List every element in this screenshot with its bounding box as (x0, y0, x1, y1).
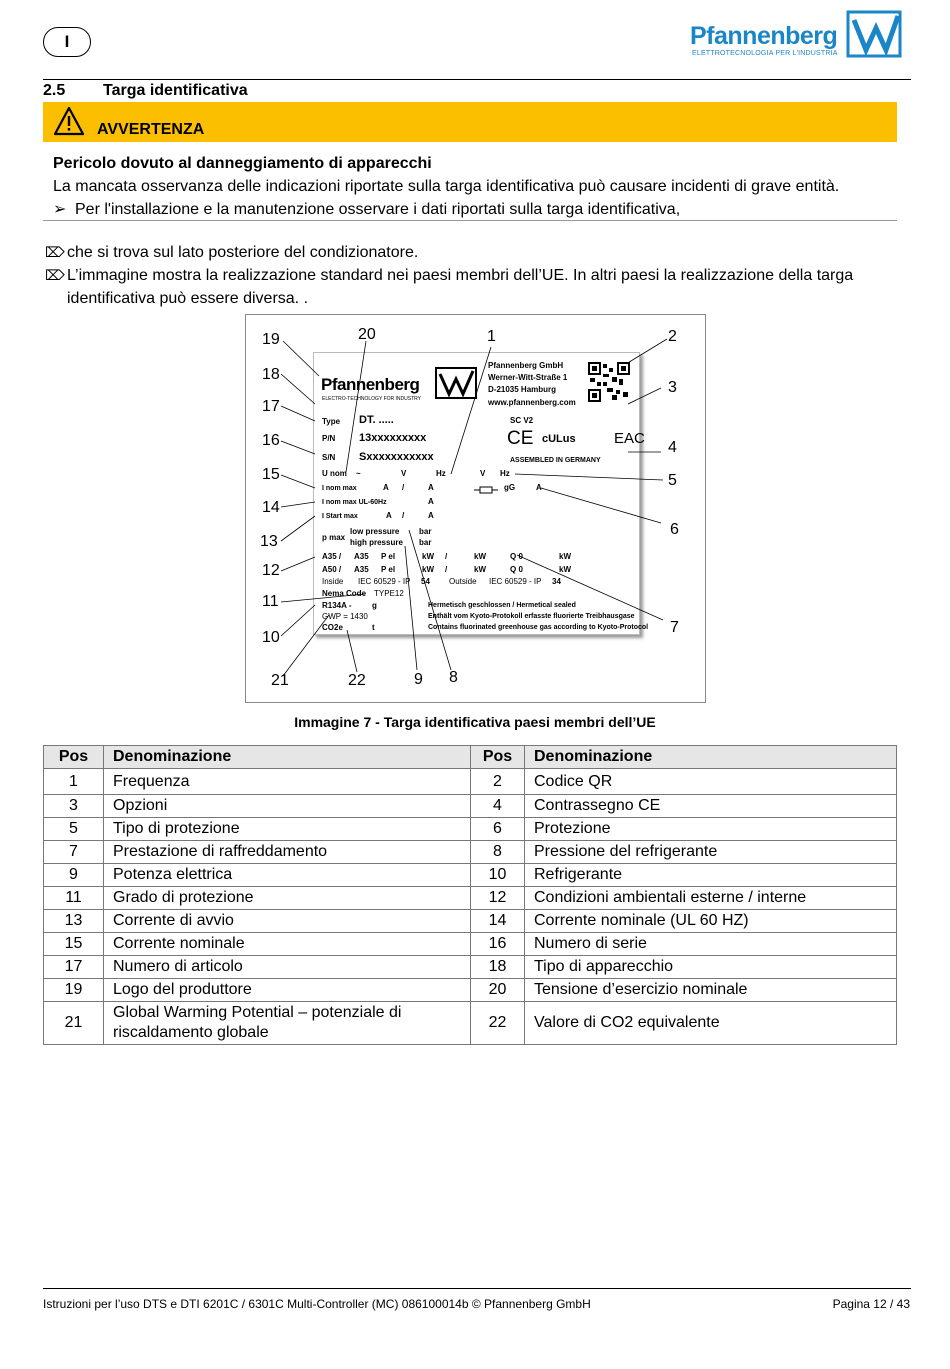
callout-12: 12 (262, 562, 280, 579)
header-rule (43, 79, 911, 80)
fuse-icon (474, 486, 498, 494)
plate-nema-value: TYPE12 (374, 589, 404, 598)
warning-label: AVVERTENZA (97, 121, 205, 138)
table-cell-name: Refrigerante (525, 864, 897, 887)
table-cell-pos: 16 (471, 933, 525, 956)
table-row (44, 795, 897, 818)
callout-16: 16 (262, 432, 280, 449)
plate-a35-q0: Q 0 (510, 552, 523, 561)
plate-a50-inner: A35 (354, 565, 369, 574)
callout-2: 2 (668, 328, 677, 345)
plate-inside-ip: 54 (421, 577, 430, 586)
table-row (44, 887, 897, 910)
callout-5: 5 (668, 472, 677, 489)
table-row (44, 769, 897, 795)
plate-high-pressure: high pressure (350, 538, 403, 547)
pfannenberg-logo (690, 8, 910, 60)
plate-inside-label: Inside (322, 577, 344, 586)
table-cell-name: Protezione (525, 818, 897, 841)
plate-logo-icon (435, 367, 477, 399)
table-cell-pos: 15 (44, 933, 104, 956)
logo-subtitle: ELETTROTECNOLOGIA PER L'INDUSTRIA (692, 50, 838, 57)
plate-inom-a2: A (428, 483, 434, 492)
table-cell-name: Corrente di avvio (104, 910, 471, 933)
plate-low-bar: bar (419, 527, 432, 536)
table-cell-name: Numero di articolo (104, 956, 471, 979)
qr-code-icon (588, 362, 630, 402)
plate-u-v1: V (401, 469, 407, 478)
plate-iul-a: A (428, 497, 434, 506)
logo-name: Pfannenberg (690, 22, 838, 50)
warning-body (53, 152, 903, 221)
table-row (44, 818, 897, 841)
pointer-icon: ⌦ (45, 267, 65, 283)
table-cell-pos: 8 (471, 841, 525, 864)
callout-20: 20 (358, 326, 376, 343)
plate-u-hz2: Hz (500, 469, 510, 478)
plate-kyoto-en: Contains fluorinated greenhouse gas according to Kyoto-Protocol (428, 624, 649, 631)
warning-title: Pericolo dovuto al danneggiamento di apparecchi (53, 155, 432, 172)
callout-21: 21 (271, 672, 289, 689)
plate-istart-a1: A (386, 511, 392, 520)
plate-a35-sep: / (445, 552, 448, 561)
plate-high-bar: bar (419, 538, 432, 547)
plate-sn-label: S/N (322, 453, 336, 462)
table-cell-pos: 18 (471, 956, 525, 979)
plate-low-pressure: low pressure (350, 527, 400, 536)
table-cell-pos: 17 (44, 956, 104, 979)
table-cell-pos: 2 (471, 769, 525, 795)
table-cell-name: Corrente nominale (104, 933, 471, 956)
table-cell-pos: 7 (44, 841, 104, 864)
plate-a50-pel: P el (381, 565, 396, 574)
callout-4: 4 (668, 439, 677, 456)
header-name-1: Denominazione (104, 746, 471, 769)
plate-outside-ip: 34 (552, 577, 561, 586)
plate-u-label: U nom (322, 469, 347, 478)
callout-14: 14 (262, 499, 280, 516)
table-cell-name: Tipo di protezione (104, 818, 471, 841)
plate-brand-sub: ELECTRO-TECHNOLOGY FOR INDUSTRY (322, 396, 421, 402)
plate-option: SC V2 (510, 416, 534, 425)
callout-17: 17 (262, 398, 280, 415)
table-cell-pos: 13 (44, 910, 104, 933)
list-item (45, 241, 915, 264)
table-cell-name: Logo del produttore (104, 979, 471, 1002)
table-cell-pos: 1 (44, 769, 104, 795)
plate-pn-value: 13xxxxxxxxx (359, 432, 427, 444)
table-cell-pos: 14 (471, 910, 525, 933)
warning-rule (43, 220, 897, 221)
plate-hermetic: Hermetisch geschlossen / Hermetical sealed (428, 602, 576, 609)
plate-iul-label: I nom max UL-60Hz (322, 499, 387, 506)
plate-inom-sep: / (402, 483, 405, 492)
section-number: 2.5 (43, 82, 66, 99)
table-cell-pos: 11 (44, 887, 104, 910)
ul-mark-icon: cULus (542, 433, 576, 445)
table-row (44, 864, 897, 887)
pfannenberg-mark-icon (846, 10, 902, 58)
plate-address-2: Werner-Witt-Straße 1 (488, 373, 568, 382)
header-name-2: Denominazione (525, 746, 897, 769)
callout-22: 22 (348, 672, 366, 689)
table-cell-name: Codice QR (525, 769, 897, 795)
position-table (43, 745, 897, 1045)
warning-text: La mancata osservanza delle indicazioni riportate sulla targa identificativa può causare incidenti di grave entità. (53, 178, 840, 195)
plate-a35-label: A35 / (322, 552, 342, 561)
callout-6: 6 (670, 521, 679, 538)
table-cell-name: Numero di serie (525, 933, 897, 956)
plate-fuse-a: A (536, 483, 542, 492)
table-cell-name: Global Warming Potential – potenziale di riscaldamento globale (104, 1002, 471, 1045)
plate-a50-kw1: kW (422, 565, 434, 574)
plate-u-v2: V (480, 469, 486, 478)
plate-co2e-t: t (372, 623, 375, 632)
table-row (44, 933, 897, 956)
plate-pmax-label: p max (322, 533, 346, 542)
plate-nema-label: Nema Code (322, 589, 367, 598)
plate-fuse-gg: gG (504, 483, 516, 492)
plate-inside-iec: IEC 60529 - IP (358, 577, 411, 586)
plate-istart-sep: / (402, 511, 405, 520)
plate-a35-kw1: kW (422, 552, 434, 561)
callout-19: 19 (262, 331, 280, 348)
callout-7: 7 (670, 619, 679, 636)
warning-triangle-icon (53, 106, 85, 136)
plate-inom-label: I nom max (322, 485, 357, 492)
bullet-text: che si trova sul lato posteriore del condizionatore. (67, 244, 419, 261)
table-row (44, 910, 897, 933)
plate-address-3: D-21035 Hamburg (488, 385, 557, 394)
plate-u-hz1: Hz (436, 469, 446, 478)
plate-refrigerant-g: g (372, 601, 377, 610)
plate-a50-sep: / (445, 565, 448, 574)
plate-kyoto-de: Enthält vom Kyoto-Protokoll erfasste fluorierte Treibhausgase (428, 613, 635, 620)
table-cell-name: Condizioni ambientali esterne / interne (525, 887, 897, 910)
table-cell-name: Contrassegno CE (525, 795, 897, 818)
plate-a50-q0: Q 0 (510, 565, 523, 574)
table-cell-name: Prestazione di raffreddamento (104, 841, 471, 864)
language-badge: I (43, 27, 91, 57)
plate-a35-kw3: kW (559, 552, 571, 561)
table-cell-name: Tensione d’esercizio nominale (525, 979, 897, 1002)
warning-step-text: Per l'installazione e la manutenzione osservare i dati riportati sulla targa identificativa, (75, 201, 681, 218)
table-cell-pos: 12 (471, 887, 525, 910)
plate-inom-a1: A (383, 483, 389, 492)
section-title: Targa identificativa (103, 82, 248, 99)
plate-co2e: CO2e (322, 623, 343, 632)
table-cell-name: Valore di CO2 equivalente (525, 1002, 897, 1045)
table-cell-name: Pressione del refrigerante (525, 841, 897, 864)
plate-refrigerant: R134A - (322, 601, 352, 610)
pointer-icon: ⌦ (45, 244, 65, 260)
table-cell-pos: 5 (44, 818, 104, 841)
arrow-right-icon: ➢ (53, 201, 67, 218)
plate-istart-label: I Start max (322, 513, 358, 520)
header-pos-2: Pos (471, 746, 525, 769)
plate-u-tilde: ~ (356, 469, 361, 478)
ce-mark-icon: CE (507, 428, 534, 449)
footer-page-number: Pagina 12 / 43 (832, 1297, 910, 1311)
table-row (44, 1002, 897, 1045)
table-cell-name: Tipo di apparecchio (525, 956, 897, 979)
table-cell-pos: 21 (44, 1002, 104, 1045)
figure-caption: Immagine 7 - Targa identificativa paesi membri dell’UE (294, 714, 656, 730)
list-item (45, 264, 915, 310)
footer-rule (43, 1288, 911, 1289)
plate-a50-kw2: kW (474, 565, 486, 574)
callout-9: 9 (414, 671, 423, 688)
callout-18: 18 (262, 366, 280, 383)
plate-gwp: GWP = 1430 (322, 612, 368, 621)
plate-a50-kw3: kW (559, 565, 571, 574)
plate-assembled: ASSEMBLED IN GERMANY (510, 457, 601, 464)
plate-address-1: Pfannenberg GmbH (488, 361, 564, 370)
plate-type-label: Type (322, 417, 341, 426)
header-pos-1: Pos (44, 746, 104, 769)
table-cell-pos: 10 (471, 864, 525, 887)
plate-outside-label: Outside (449, 577, 477, 586)
table-row (44, 841, 897, 864)
eac-mark-icon: EAC (614, 430, 645, 447)
callout-11: 11 (262, 593, 279, 610)
callout-3: 3 (668, 379, 677, 396)
callout-8: 8 (449, 669, 458, 686)
table-cell-name: Grado di protezione (104, 887, 471, 910)
table-cell-name: Corrente nominale (UL 60 HZ) (525, 910, 897, 933)
table-header-row (44, 746, 897, 769)
table-row (44, 979, 897, 1002)
table-cell-pos: 20 (471, 979, 525, 1002)
plate-a35-pel: P el (381, 552, 396, 561)
table-cell-pos: 22 (471, 1002, 525, 1045)
table-cell-pos: 6 (471, 818, 525, 841)
warning-step (53, 198, 903, 221)
nameplate (313, 352, 649, 635)
table-cell-pos: 19 (44, 979, 104, 1002)
table-cell-name: Frequenza (104, 769, 471, 795)
plate-outside-iec: IEC 60529 - IP (489, 577, 542, 586)
plate-istart-a2: A (428, 511, 434, 520)
warning-banner (43, 102, 897, 142)
plate-a35-inner: A35 (354, 552, 369, 561)
table-cell-name: Potenza elettrica (104, 864, 471, 887)
plate-brand: Pfannenberg (321, 375, 420, 394)
plate-a35-kw2: kW (474, 552, 486, 561)
plate-sn-value: Sxxxxxxxxxxx (359, 451, 434, 463)
footer-document-info: Istruzioni per l’uso DTS e DTI 6201C / 6301C Multi-Controller (MC) 086100014b © Pfannenberg GmbH (43, 1297, 591, 1311)
section-heading (43, 82, 248, 100)
callout-1: 1 (487, 328, 496, 345)
bullet-list (45, 241, 915, 310)
table-cell-pos: 9 (44, 864, 104, 887)
callout-13: 13 (260, 533, 278, 550)
plate-a50-label: A50 / (322, 565, 342, 574)
plate-type-value: DT. ..... (359, 414, 394, 426)
callout-10: 10 (262, 629, 280, 646)
table-cell-name: Opzioni (104, 795, 471, 818)
table-row (44, 956, 897, 979)
callout-15: 15 (262, 466, 280, 483)
table-cell-pos: 3 (44, 795, 104, 818)
plate-pn-label: P/N (322, 434, 336, 443)
bullet-text: L’immagine mostra la realizzazione standard nei paesi membri dell’UE. In altri paesi la realizzazione della targa identificativa può essere diversa. . (67, 267, 854, 307)
table-cell-pos: 4 (471, 795, 525, 818)
plate-address-4: www.pfannenberg.com (488, 398, 576, 407)
